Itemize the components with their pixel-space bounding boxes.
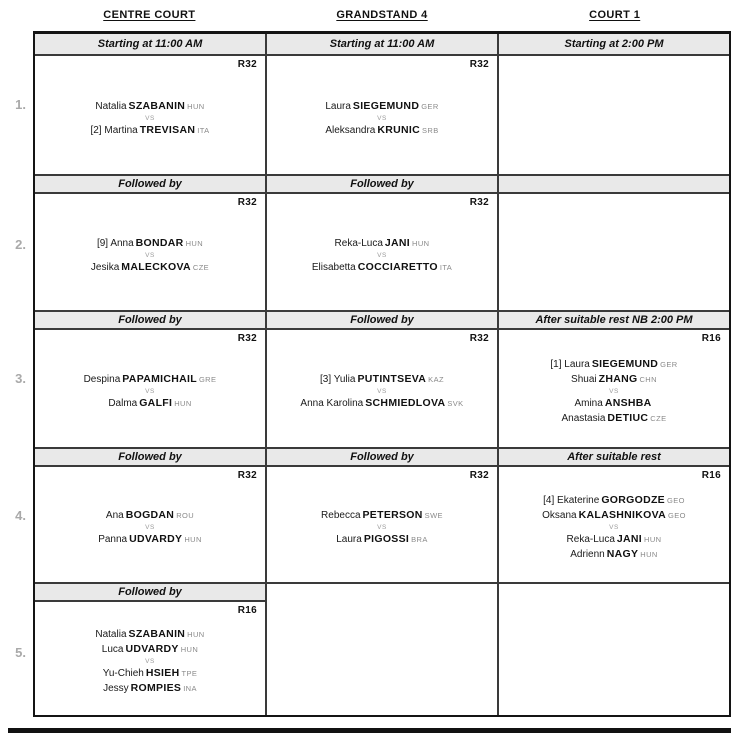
- round-label: R32: [237, 197, 257, 208]
- cell-r4-court-1: [499, 449, 729, 582]
- player-country: CZE: [192, 262, 210, 272]
- player-country: ITA: [197, 125, 210, 135]
- session-band: [267, 312, 497, 330]
- session-band: [267, 176, 497, 194]
- player-name: Natalia: [95, 100, 127, 112]
- round-label: R16: [701, 333, 721, 344]
- player-name: Aleksandra: [325, 124, 376, 136]
- player-country: GEO: [666, 496, 685, 505]
- match-block: [90, 93, 209, 138]
- player-surname: GALFI: [139, 397, 173, 409]
- player-surname: ROMPIES: [130, 682, 182, 694]
- player-country: HUN: [185, 238, 204, 248]
- round-label: R32: [469, 470, 489, 481]
- player-surname: HSIEH: [145, 667, 180, 679]
- session-band: [267, 449, 497, 467]
- match-block: [321, 502, 443, 547]
- player-line: [550, 396, 677, 411]
- player-name: Anastasia: [561, 413, 606, 424]
- player-surname: GORGODZE: [601, 494, 665, 506]
- cell-r2-grandstand-4: [267, 176, 499, 310]
- schedule-row-5: [35, 582, 729, 715]
- session-band-empty: [499, 176, 729, 194]
- player-line: [84, 372, 217, 387]
- session-band: [499, 449, 729, 467]
- player-name: Laura: [325, 100, 351, 112]
- player-surname: PIGOSSI: [363, 533, 410, 545]
- player-surname: JANI: [384, 236, 411, 249]
- cell-r1-centre-court: [35, 34, 267, 174]
- player-country: BRA: [411, 535, 428, 544]
- player-surname: SIEGEMUND: [352, 99, 420, 112]
- player-surname: DETIUC: [607, 412, 649, 424]
- match-number-3: 3.: [15, 371, 26, 386]
- session-band-label: Starting at 11:00 AM: [97, 38, 203, 50]
- player-line: [542, 532, 686, 547]
- session-band-label: Followed by: [350, 178, 414, 190]
- player-surname: BOGDAN: [125, 509, 175, 521]
- player-name: Jessy: [103, 683, 129, 694]
- match-number-1: 1.: [15, 97, 26, 112]
- player-name: Ana: [105, 510, 124, 521]
- player-line: [325, 99, 438, 114]
- player-surname: PUTINTSEVA: [357, 373, 427, 385]
- player-line: [300, 372, 463, 387]
- player-line: [542, 493, 686, 508]
- schedule-row-2: [35, 174, 729, 310]
- player-surname: SCHMIEDLOVA: [365, 397, 446, 409]
- match-area: [267, 330, 497, 447]
- player-surname: KALASHNIKOVA: [578, 509, 666, 521]
- empty-match-area: [499, 194, 729, 310]
- empty-match-area: [267, 584, 497, 715]
- cell-r5-grandstand-4: [267, 584, 499, 715]
- player-surname: SZABANIN: [128, 99, 186, 112]
- match-block: [542, 487, 686, 562]
- schedule-row-1: [35, 34, 729, 174]
- vs-label: VS: [609, 524, 619, 531]
- match-block: [300, 366, 463, 411]
- player-country: HUN: [184, 535, 202, 544]
- round-label: R32: [469, 59, 489, 70]
- empty-match-area: [499, 56, 729, 174]
- player-name: Dalma: [108, 398, 138, 409]
- cell-r1-court-1: [499, 34, 729, 174]
- player-surname: SIEGEMUND: [591, 358, 659, 370]
- session-band: [35, 312, 265, 330]
- player-country: HUN: [640, 550, 658, 559]
- vs-label: VS: [377, 524, 387, 531]
- session-band-label: Followed by: [350, 451, 414, 463]
- player-country: SRB: [422, 125, 439, 135]
- player-name: Anna Karolina: [300, 398, 364, 409]
- player-name: Panna: [98, 534, 128, 545]
- player-surname: PAPAMICHAIL: [122, 373, 197, 385]
- match-area: [35, 330, 265, 447]
- match-area: [267, 56, 497, 174]
- footer-rule: [8, 728, 731, 733]
- player-name: Yu-Chieh: [102, 668, 144, 679]
- player-name: Reka-Luca: [566, 534, 615, 545]
- player-country: SVK: [447, 399, 464, 408]
- player-line: [95, 642, 204, 657]
- player-line: [312, 260, 452, 275]
- player-country: ROU: [176, 511, 195, 520]
- match-number-5: 5.: [15, 645, 26, 660]
- match-number-2: 2.: [15, 237, 26, 252]
- match-area: [267, 467, 497, 582]
- match-area: [35, 194, 265, 310]
- session-band: [35, 449, 265, 467]
- player-line: [550, 357, 677, 372]
- player-name: Oksana: [542, 510, 577, 521]
- session-band: [35, 584, 265, 602]
- player-surname: BONDAR: [135, 236, 184, 249]
- cell-r2-court-1: [499, 176, 729, 310]
- player-line: [84, 396, 217, 411]
- vs-label: VS: [377, 251, 387, 259]
- player-country: GER: [660, 360, 678, 369]
- player-surname: SZABANIN: [128, 628, 186, 640]
- player-surname: COCCIARETTO: [357, 260, 438, 273]
- session-band-label: Followed by: [118, 178, 182, 190]
- player-name: Shuai: [571, 374, 597, 385]
- match-number-4: 4.: [15, 508, 26, 523]
- player-country: INA: [183, 684, 197, 693]
- player-name: Adrienn: [570, 549, 605, 560]
- player-line: [542, 508, 686, 523]
- player-line: [321, 532, 443, 547]
- player-line: [95, 681, 204, 696]
- match-area: [35, 602, 265, 715]
- vs-label: VS: [145, 524, 155, 531]
- session-band-label: After suitable rest: [567, 451, 661, 463]
- player-line: [98, 532, 202, 547]
- match-area: [35, 56, 265, 174]
- session-band-label: Followed by: [118, 586, 182, 598]
- cell-r5-centre-court: [35, 584, 267, 715]
- player-line: [95, 666, 204, 681]
- match-block: [312, 230, 452, 275]
- session-band: [35, 176, 265, 194]
- player-surname: NAGY: [606, 548, 639, 560]
- match-block: [84, 366, 217, 411]
- player-name: Amina: [574, 398, 603, 409]
- player-country: KAZ: [428, 375, 444, 384]
- vs-label: VS: [377, 388, 387, 395]
- player-surname: MALECKOVA: [121, 260, 191, 273]
- cell-r5-court-1: [499, 584, 729, 715]
- court-title-centre-court: CENTRE COURT: [103, 9, 196, 21]
- empty-match-area: [499, 584, 729, 715]
- player-country: GRE: [198, 375, 217, 384]
- session-band: [267, 34, 497, 56]
- vs-label: VS: [145, 114, 155, 122]
- player-country: CHN: [639, 375, 657, 384]
- vs-label: VS: [609, 388, 619, 395]
- session-band: [35, 34, 265, 56]
- cell-r3-centre-court: [35, 312, 267, 447]
- player-name: Reka-Luca: [334, 237, 383, 249]
- match-area: [267, 194, 497, 310]
- player-surname: ZHANG: [598, 373, 638, 385]
- player-name: [1] Laura: [550, 359, 590, 370]
- player-country: CZE: [650, 414, 667, 423]
- player-line: [91, 260, 209, 275]
- match-area: [499, 330, 729, 447]
- schedule-row-3: [35, 310, 729, 447]
- player-line: [90, 99, 209, 114]
- round-label: R32: [237, 333, 257, 344]
- player-line: [300, 396, 463, 411]
- cell-r4-centre-court: [35, 449, 267, 582]
- cell-r1-grandstand-4: [267, 34, 499, 174]
- player-country: HUN: [187, 101, 205, 111]
- round-label: R32: [469, 197, 489, 208]
- match-block: [98, 502, 202, 547]
- player-surname: KRUNIC: [377, 123, 421, 136]
- session-band-label: Starting at 11:00 AM: [329, 38, 435, 50]
- vs-label: VS: [145, 658, 155, 665]
- player-line: [550, 411, 677, 426]
- player-line: [98, 508, 202, 523]
- vs-label: VS: [145, 251, 155, 259]
- player-name: [2] Martina: [90, 124, 138, 136]
- vs-label: VS: [377, 114, 387, 122]
- player-country: HUN: [644, 535, 662, 544]
- player-name: Elisabetta: [311, 261, 356, 273]
- player-line: [95, 627, 204, 642]
- session-band-label: Followed by: [118, 314, 182, 326]
- player-name: Despina: [83, 374, 121, 385]
- match-block: [325, 93, 438, 138]
- player-country: SWE: [424, 511, 443, 520]
- session-band: [499, 34, 729, 56]
- session-band-label: Followed by: [350, 314, 414, 326]
- player-country: GEO: [668, 511, 686, 520]
- court-title-court-1: COURT 1: [589, 9, 641, 21]
- player-country: GER: [421, 101, 439, 111]
- cell-r3-court-1: [499, 312, 729, 447]
- player-name: Rebecca: [321, 510, 361, 521]
- player-name: [4] Ekaterine: [543, 495, 600, 506]
- session-band-label: Starting at 2:00 PM: [564, 38, 664, 50]
- match-block: [95, 621, 204, 696]
- schedule-row-4: [35, 447, 729, 582]
- cell-r2-centre-court: [35, 176, 267, 310]
- player-country: HUN: [180, 645, 199, 654]
- session-band: [499, 312, 729, 330]
- round-label: R16: [701, 470, 721, 481]
- player-line: [321, 508, 443, 523]
- round-label: R32: [469, 333, 489, 344]
- match-area: [499, 467, 729, 582]
- player-country: HUN: [412, 238, 430, 248]
- player-country: HUN: [187, 630, 205, 639]
- player-country: ITA: [439, 262, 453, 272]
- player-surname: UDVARDY: [129, 533, 183, 545]
- player-name: [9] Anna: [96, 237, 134, 249]
- player-surname: TREVISAN: [139, 123, 196, 136]
- player-name: Jesika: [90, 261, 120, 273]
- player-line: [325, 123, 438, 138]
- player-line: [550, 372, 677, 387]
- player-name: Natalia: [95, 629, 127, 640]
- round-label: R32: [237, 59, 257, 70]
- player-surname: PETERSON: [362, 509, 423, 521]
- player-line: [542, 547, 686, 562]
- match-block: [91, 230, 209, 275]
- player-country: HUN: [174, 399, 192, 408]
- player-surname: ANSHBA: [604, 397, 652, 409]
- player-name: Laura: [336, 534, 362, 545]
- vs-label: VS: [145, 388, 155, 395]
- player-surname: JANI: [616, 533, 643, 545]
- cell-r4-grandstand-4: [267, 449, 499, 582]
- session-band-label: Followed by: [118, 451, 182, 463]
- court-titles-row: [33, 9, 731, 21]
- schedule-grid: [33, 31, 731, 717]
- player-line: [312, 236, 452, 251]
- session-band-label: After suitable rest NB 2:00 PM: [535, 314, 693, 326]
- match-area: [35, 467, 265, 582]
- player-line: [90, 123, 209, 138]
- round-label: R16: [237, 605, 257, 616]
- player-country: TPE: [181, 669, 198, 678]
- player-name: Luca: [101, 644, 124, 655]
- cell-r3-grandstand-4: [267, 312, 499, 447]
- round-label: R32: [237, 470, 257, 481]
- match-block: [550, 351, 677, 426]
- player-line: [91, 236, 209, 251]
- court-title-grandstand-4: GRANDSTAND 4: [336, 9, 428, 21]
- player-name: [3] Yulia: [320, 374, 356, 385]
- player-surname: UDVARDY: [125, 643, 179, 655]
